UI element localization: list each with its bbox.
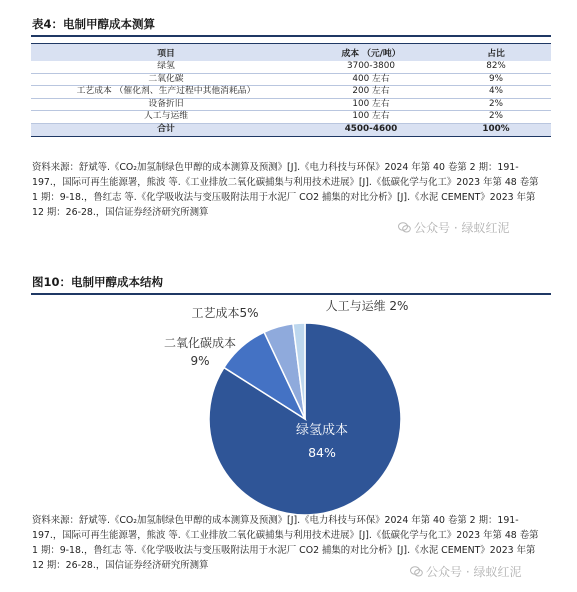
chart-title: 图10：电制甲醇成本结构	[32, 275, 164, 289]
total-cost: 4500-4600	[301, 123, 441, 136]
slice-label-process: 工艺成本5%	[191, 306, 259, 320]
wechat-icon	[410, 566, 423, 577]
watermark-text: 公众号 · 绿蚁红泥	[426, 565, 522, 579]
slice-label-hydrogen-name: 绿氢成本	[295, 423, 349, 438]
chart-source-note: 资料来源：舒斌等.《CO₂加氢制绿色甲醇的成本测算及预测》[J].《电力科技与环保》2024 年第 40 卷第 2 期：191-197.，国际可再生能源署，熊波 等.《工业排放二氧化碳捕集与利用技术进展》[J].《低碳化学与化工》2023 年第 48 卷第 1 期：9-18.，鲁红志 等.《化学吸收法与变压吸附法用于水泥厂 CO2 捕集的对比分析》[J].《水泥 CEMENT》2023 年第 12 期：26-28.，国信证券经济研究所测算	[32, 515, 539, 571]
header-cost: 成本 （元/吨）	[301, 44, 441, 62]
table-row	[31, 98, 551, 111]
title-rule	[31, 35, 551, 37]
pie-chart	[0, 295, 577, 525]
cell-share: 82%	[441, 61, 551, 73]
watermark-bottom	[410, 563, 521, 580]
cell-cost: 100 左右	[301, 111, 441, 124]
slice-label-co2-name: 二氧化碳成本	[163, 336, 237, 350]
cell-cost: 200 左右	[301, 86, 441, 99]
header-item: 项目	[31, 44, 301, 62]
watermark	[398, 219, 509, 236]
watermark-text: 公众号 · 绿蚁红泥	[414, 221, 510, 235]
cell-share: 9%	[441, 73, 551, 86]
wechat-icon	[398, 222, 411, 233]
total-share: 100%	[441, 123, 551, 136]
cell-cost: 400 左右	[301, 73, 441, 86]
table-source-note: 资料来源：舒斌等.《CO₂加氢制绿色甲醇的成本测算及预测》[J].《电力科技与环保》2024 年第 40 卷第 2 期：191-197.，国际可再生能源署，熊波 等.《工业排放二氧化碳捕集与利用技术进展》[J].《低碳化学与化工》2023 年第 48 卷第 1 期：9-18.，鲁红志 等.《化学吸收法与变压吸附法用于水泥厂 CO2 捕集的对比分析》[J].《水泥 CEMENT》2023 年第 12 期：26-28.，国信证券经济研究所测算	[32, 162, 539, 218]
slice-label-co2-value: 9%	[190, 354, 210, 368]
table-row	[31, 86, 551, 99]
cell-share: 4%	[441, 86, 551, 99]
cell-cost: 100 左右	[301, 98, 441, 111]
table-total-row	[31, 123, 551, 136]
slice-label-hydrogen-value: 84%	[308, 445, 336, 460]
total-label: 合计	[31, 123, 301, 136]
cell-item: 绿氢	[31, 61, 301, 73]
cell-item: 设备折旧	[31, 98, 301, 111]
cell-item: 工艺成本 （催化剂、生产过程中其他消耗品）	[31, 86, 301, 99]
cell-share: 2%	[441, 111, 551, 124]
table-row	[31, 61, 551, 73]
cell-share: 2%	[441, 98, 551, 111]
table-row	[31, 73, 551, 86]
cost-table	[31, 43, 551, 137]
header-share: 占比	[441, 44, 551, 62]
slice-label-labor: 人工与运维 2%	[325, 299, 409, 313]
cell-cost: 3700-3800	[301, 61, 441, 73]
cell-item: 人工与运维	[31, 111, 301, 124]
cell-item: 二氧化碳	[31, 73, 301, 86]
table-header-row	[31, 44, 551, 62]
table-title: 表4：电制甲醇成本测算	[32, 17, 156, 31]
table-row	[31, 111, 551, 124]
